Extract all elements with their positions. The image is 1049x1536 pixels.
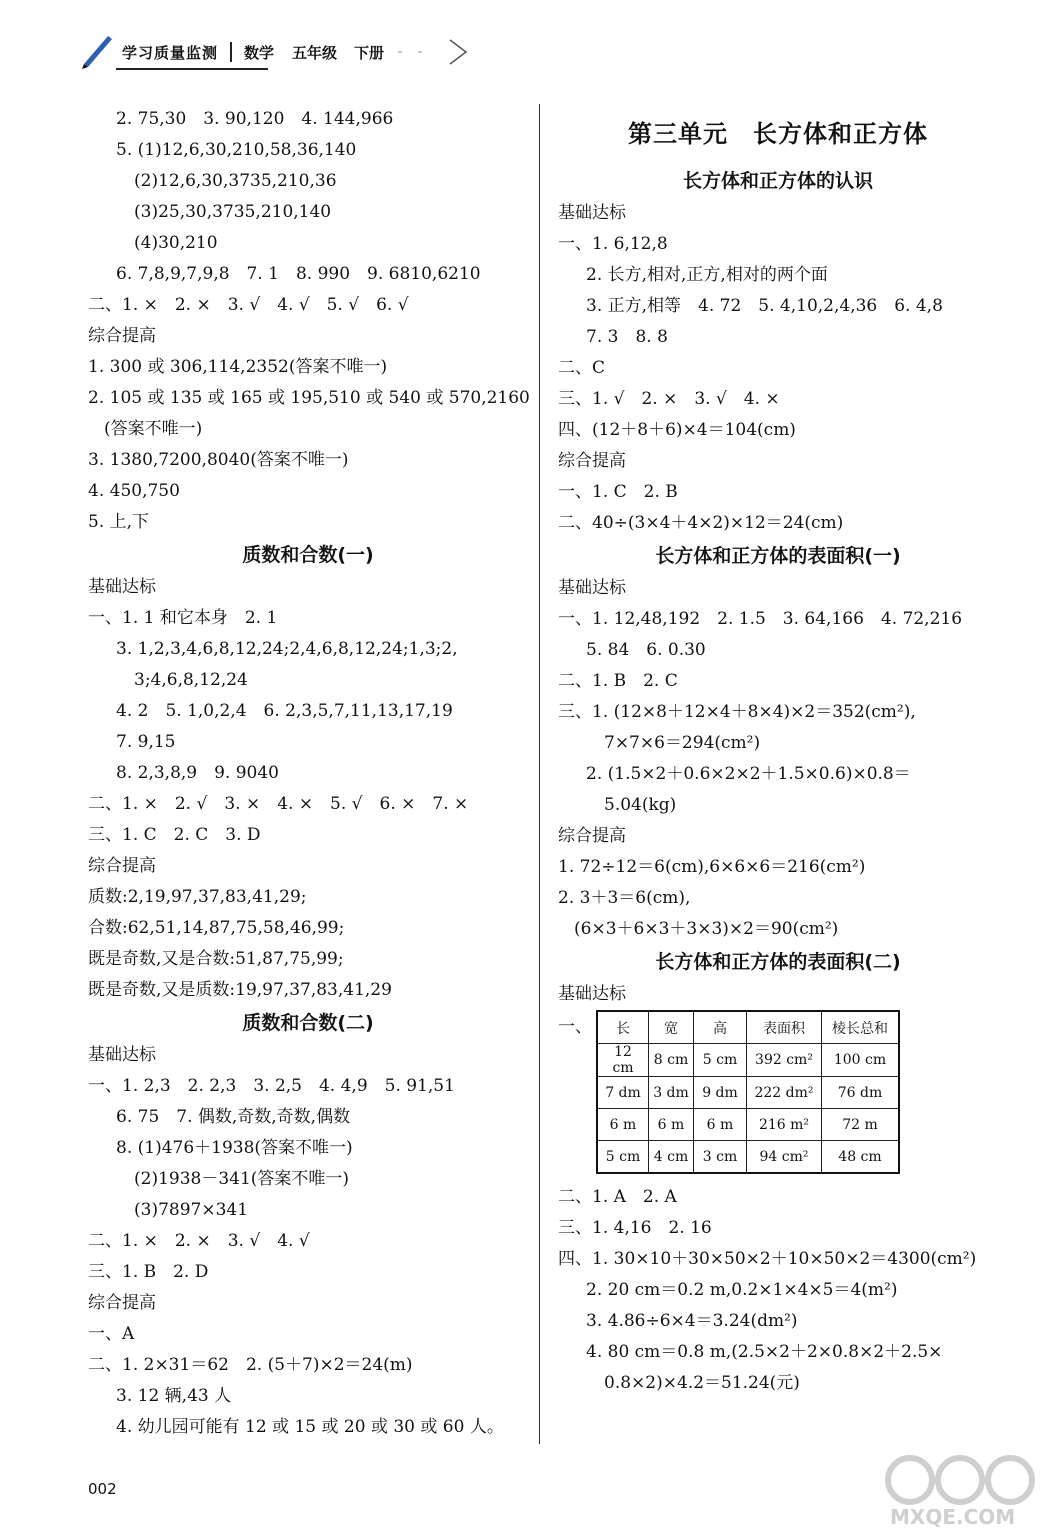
answer-line: (3)7897×341 [134, 1200, 249, 1220]
table-cell: 8 cm [649, 1044, 694, 1077]
answer-line: 4. 80 cm＝0.8 m,(2.5×2＋2×0.8×2＋2.5× [586, 1342, 943, 1362]
answer-line: 二、C [558, 358, 606, 378]
left-column [88, 104, 528, 1443]
lesson-title: 质数和合数(一) [242, 544, 374, 566]
answer-line: 5.04(kg) [604, 795, 677, 815]
lesson-title: 长方体和正方体的认识 [682, 170, 873, 192]
answer-line: 三、1. √ 2. × 3. √ 4. × [558, 389, 780, 409]
answer-line: 二、1. 2×31＝62 2. (5＋7)×2＝24(m) [88, 1355, 413, 1375]
answer-line: 一、1. 1 和它本身 2. 1 [88, 608, 278, 628]
watermark-logo [870, 1450, 1040, 1530]
answer-line: 2. 105 或 135 或 165 或 195,510 或 540 或 570,2160 [88, 388, 530, 408]
answer-line: 3;4,6,8,12,24 [134, 670, 248, 690]
answer-line: 二、1. B 2. C [558, 671, 678, 691]
answer-line: 合数:62,51,14,87,75,58,46,99; [88, 918, 345, 938]
answer-line: 三、1. C 2. C 3. D [88, 825, 261, 845]
book-series-title: 学习质量监测 [122, 44, 219, 62]
answer-line: 一、1. C 2. B [558, 482, 678, 502]
section-heading: 综合提高 [558, 451, 626, 471]
answer-line: 2. (1.5×2＋0.6×2×2＋1.5×0.6)×0.8＝ [586, 764, 911, 784]
answer-line: 5. 上,下 [88, 512, 150, 532]
table-cell: 5 cm [694, 1044, 747, 1077]
answer-line: 8. (1)476＋1938(答案不唯一) [116, 1138, 353, 1158]
answer-line: 一、1. 12,48,192 2. 1.5 3. 64,166 4. 72,216 [558, 609, 963, 629]
table-cell: 392 cm² [747, 1044, 822, 1077]
table-header-cell: 高 [694, 1011, 747, 1044]
table-cell: 6 m [649, 1109, 694, 1141]
answer-line: 4. 幼儿园可能有 12 或 15 或 20 或 30 或 60 人。 [116, 1417, 504, 1437]
answer-line: 既是奇数,又是合数:51,87,75,99; [88, 949, 344, 969]
lesson-title: 长方体和正方体的表面积(一) [655, 545, 901, 567]
page-number: 002 [88, 1480, 117, 1498]
answer-line: 0.8×2)×4.2＝51.24(元) [604, 1373, 800, 1393]
table-header-cell: 长 [597, 1011, 649, 1044]
answer-line: 7×7×6＝294(cm²) [604, 733, 761, 753]
table-cell: 7 dm [597, 1077, 649, 1109]
answer-line: 三、1. 4,16 2. 16 [558, 1218, 712, 1238]
table-cell: 6 m [694, 1109, 747, 1141]
table-cell: 9 dm [694, 1077, 747, 1109]
table-cell: 6 m [597, 1109, 649, 1141]
answer-line: 二、1. × 2. × 3. √ 4. √ 5. √ 6. √ [88, 295, 409, 315]
answer-line: 2. 20 cm＝0.2 m,0.2×1×4×5＝4(m²) [586, 1280, 898, 1300]
unit-title: 第三单元 长方体和正方体 [628, 120, 928, 148]
answer-line: 5. (1)12,6,30,210,58,36,140 [116, 140, 357, 160]
answer-line: 5. 84 6. 0.30 [586, 640, 706, 660]
lesson-title: 质数和合数(二) [242, 1012, 374, 1034]
table-cell: 100 cm [822, 1044, 900, 1077]
answer-line: 3. 1,2,3,4,6,8,12,24;2,4,6,8,12,24;1,3;2, [116, 639, 458, 659]
answer-line: 2. 75,30 3. 90,120 4. 144,966 [116, 109, 394, 129]
table-cell: 72 m [822, 1109, 900, 1141]
answer-line: 3. 正方,相等 4. 72 5. 4,10,2,4,36 6. 4,8 [586, 296, 943, 316]
answer-line: (3)25,30,3735,210,140 [134, 202, 332, 222]
surface-area-table [596, 1010, 900, 1174]
table-cell: 94 cm² [747, 1141, 822, 1174]
table-cell: 4 cm [649, 1141, 694, 1174]
table-header-cell: 棱长总和 [822, 1011, 900, 1044]
answer-line: (6×3＋6×3＋3×3)×2＝90(cm²) [574, 919, 839, 939]
table-row [597, 1141, 899, 1174]
answer-line: 一、1. 6,12,8 [558, 234, 668, 254]
answer-line: 6. 7,8,9,7,9,8 7. 1 8. 990 9. 6810,6210 [116, 264, 481, 284]
table-question-label: 一、 [558, 1017, 592, 1037]
grade-label: 五年级 [292, 44, 338, 62]
section-heading: 综合提高 [558, 826, 626, 846]
header-arrow-decoration [388, 38, 468, 66]
answer-line: 三、1. B 2. D [88, 1262, 209, 1282]
table-cell: 48 cm [822, 1141, 900, 1174]
answer-line: 3. 4.86÷6×4＝3.24(dm²) [586, 1311, 798, 1331]
section-heading: 综合提高 [88, 326, 156, 346]
answer-line: 4. 2 5. 1,0,2,4 6. 2,3,5,7,11,13,17,19 [116, 701, 453, 721]
answer-line: (4)30,210 [134, 233, 218, 253]
section-heading: 基础达标 [88, 577, 156, 597]
answer-line: 质数:2,19,97,37,83,41,29; [88, 887, 307, 907]
section-heading: 基础达标 [88, 1045, 156, 1065]
answer-line: (2)12,6,30,3735,210,36 [134, 171, 337, 191]
table-cell: 5 cm [597, 1141, 649, 1174]
section-heading: 综合提高 [88, 1293, 156, 1313]
answer-line: 二、1. A 2. A [558, 1187, 677, 1207]
section-heading: 基础达标 [558, 203, 626, 223]
answer-line: 2. 3＋3＝6(cm), [558, 888, 691, 908]
answer-line: 2. 长方,相对,正方,相对的两个面 [586, 265, 828, 285]
table-header-cell: 表面积 [747, 1011, 822, 1044]
answer-line: (答案不唯一) [104, 419, 203, 439]
table-cell: 3 dm [649, 1077, 694, 1109]
watermark-text: MXQE.COM [890, 1505, 1016, 1529]
answer-line: 7. 9,15 [116, 732, 176, 752]
answer-line: 二、1. × 2. √ 3. × 4. × 5. √ 6. × 7. × [88, 794, 469, 814]
table-row [597, 1044, 899, 1077]
answer-line: 4. 450,750 [88, 481, 180, 501]
answer-line: 1. 300 或 306,114,2352(答案不唯一) [88, 357, 388, 377]
column-divider [539, 104, 540, 1444]
answer-line: 7. 3 8. 8 [586, 327, 668, 347]
section-heading: 基础达标 [558, 578, 626, 598]
answer-line: 3. 12 辆,43 人 [116, 1386, 232, 1406]
answer-line: 1. 72÷12＝6(cm),6×6×6＝216(cm²) [558, 857, 866, 877]
answer-line: 既是奇数,又是质数:19,97,37,83,41,29 [88, 980, 392, 1000]
page-header [78, 30, 478, 76]
table-cell: 12 cm [597, 1044, 649, 1077]
section-heading: 基础达标 [558, 984, 626, 1004]
pen-icon [78, 30, 118, 70]
answer-line: 四、1. 30×10＋30×50×2＋10×50×2＝4300(cm²) [558, 1249, 977, 1269]
header-underline [116, 68, 268, 70]
answer-line: (2)1938－341(答案不唯一) [134, 1169, 350, 1189]
surface-area-table-block [558, 1010, 998, 1182]
section-heading: 综合提高 [88, 856, 156, 876]
answer-line: 二、40÷(3×4＋4×2)×12＝24(cm) [558, 513, 844, 533]
table-cell: 3 cm [694, 1141, 747, 1174]
answer-line: 四、(12＋8＋6)×4＝104(cm) [558, 420, 796, 440]
lesson-title: 长方体和正方体的表面积(二) [655, 951, 901, 973]
table-cell: 76 dm [822, 1077, 900, 1109]
answer-line: 8. 2,3,8,9 9. 9040 [116, 763, 279, 783]
answer-line: 一、A [88, 1324, 135, 1344]
answer-line: 三、1. (12×8＋12×4＋8×4)×2＝352(cm²), [558, 702, 916, 722]
term-label: 下册 [354, 44, 385, 62]
table-header-cell: 宽 [649, 1011, 694, 1044]
table-cell: 222 dm² [747, 1077, 822, 1109]
table-cell: 216 m² [747, 1109, 822, 1141]
table-row [597, 1077, 899, 1109]
right-column [558, 104, 998, 1399]
table-header-row [597, 1011, 899, 1044]
table-row [597, 1109, 899, 1141]
header-separator [230, 42, 232, 62]
answer-line: 3. 1380,7200,8040(答案不唯一) [88, 450, 349, 470]
answer-line: 二、1. × 2. × 3. √ 4. √ [88, 1231, 310, 1251]
answer-line: 6. 75 7. 偶数,奇数,奇数,偶数 [116, 1107, 351, 1127]
subject-label: 数学 [244, 44, 275, 62]
answer-line: 一、1. 2,3 2. 2,3 3. 2,5 4. 4,9 5. 91,51 [88, 1076, 455, 1096]
